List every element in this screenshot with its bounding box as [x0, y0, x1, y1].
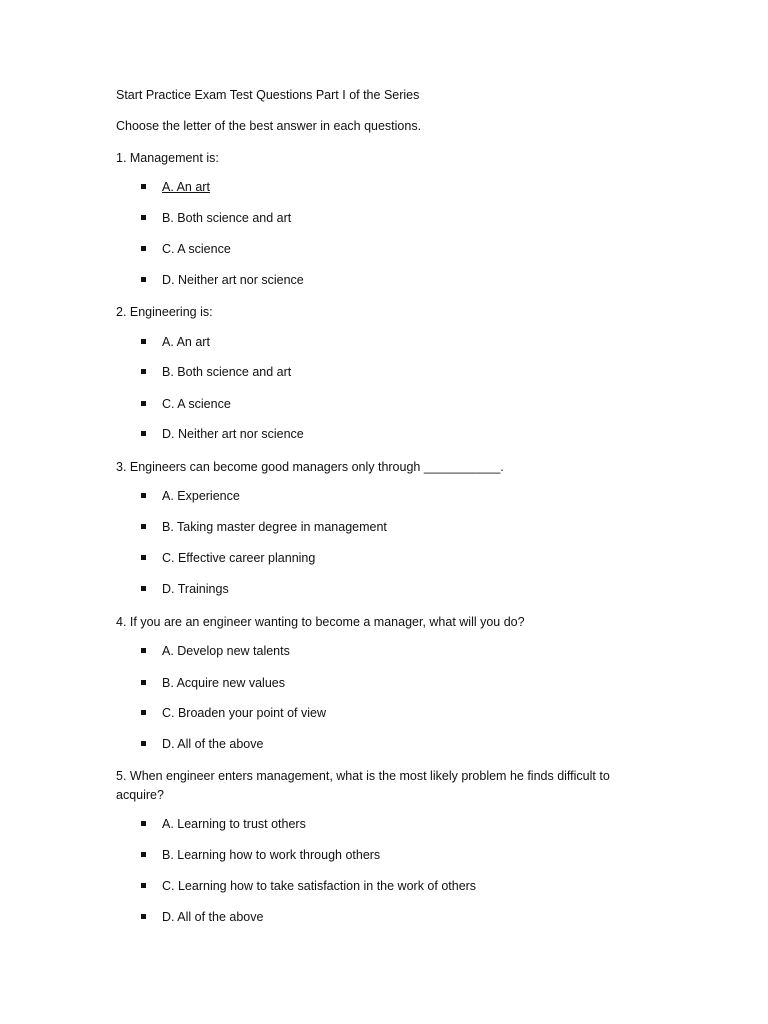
question-3: 3. Engineers can become good managers only through ___________.: [116, 460, 504, 474]
option-2d: [141, 427, 304, 441]
option-2b: [141, 365, 291, 379]
bullet-icon: [141, 710, 146, 715]
question-2: 2. Engineering is:: [116, 305, 213, 319]
option-label: D. Trainings: [162, 582, 229, 596]
option-4b: [141, 676, 285, 690]
option-5c: [141, 879, 476, 893]
bullet-icon: [141, 277, 146, 282]
option-4d: [141, 737, 263, 751]
option-3b: [141, 520, 387, 534]
option-label: A. An art: [162, 180, 210, 194]
option-label: A. Experience: [162, 489, 240, 503]
option-label: B. Both science and art: [162, 365, 292, 379]
option-label: A. Develop new talents: [162, 644, 290, 658]
option-3c: [141, 551, 315, 565]
document-title: Start Practice Exam Test Questions Part I of the Series: [116, 88, 420, 102]
bullet-icon: [141, 524, 146, 529]
bullet-icon: [141, 215, 146, 220]
option-5d: [141, 910, 263, 924]
option-1b: [141, 211, 291, 225]
option-label: B. Acquire new values: [162, 676, 285, 690]
option-label: A. An art: [162, 335, 210, 349]
bullet-icon: [141, 493, 146, 498]
option-label: D. Neither art nor science: [162, 273, 304, 287]
bullet-icon: [141, 586, 146, 591]
option-label: D. All of the above: [162, 910, 264, 924]
bullet-icon: [141, 821, 146, 826]
option-label: B. Learning how to work through others: [162, 848, 381, 862]
instructions: Choose the letter of the best answer in each questions.: [116, 119, 422, 133]
option-3a: [141, 489, 240, 503]
option-4c: [141, 706, 326, 720]
option-label: B. Both science and art: [162, 211, 292, 225]
option-label: C. Effective career planning: [162, 551, 316, 565]
option-1d: [141, 273, 304, 287]
bullet-icon: [141, 914, 146, 919]
option-5b: [141, 848, 380, 862]
option-5a: [141, 817, 306, 831]
option-2a: [141, 335, 210, 349]
option-label: A. Learning to trust others: [162, 817, 306, 831]
bullet-icon: [141, 184, 146, 189]
bullet-icon: [141, 339, 146, 344]
bullet-icon: [141, 680, 146, 685]
option-label: C. Learning how to take satisfaction in the work of others: [162, 879, 477, 893]
bullet-icon: [141, 401, 146, 406]
question-1: 1. Management is:: [116, 151, 219, 165]
option-label: C. A science: [162, 397, 231, 411]
option-label: B. Taking master degree in management: [162, 520, 387, 534]
option-3d: [141, 582, 229, 596]
option-label: C. A science: [162, 242, 231, 256]
bullet-icon: [141, 369, 146, 374]
bullet-icon: [141, 431, 146, 436]
question-4: 4. If you are an engineer wanting to become a manager, what will you do?: [116, 615, 525, 629]
bullet-icon: [141, 246, 146, 251]
bullet-icon: [141, 648, 146, 653]
question-5: 5. When engineer enters management, what is the most likely problem he finds difficult to acquire?: [116, 769, 610, 802]
option-label: C. Broaden your point of view: [162, 706, 326, 720]
bullet-icon: [141, 555, 146, 560]
option-1c: [141, 242, 231, 256]
bullet-icon: [141, 741, 146, 746]
option-2c: [141, 397, 231, 411]
option-1a: [141, 180, 210, 194]
option-label: D. Neither art nor science: [162, 427, 304, 441]
bullet-icon: [141, 852, 146, 857]
option-label: D. All of the above: [162, 737, 264, 751]
option-4a: [141, 644, 290, 658]
bullet-icon: [141, 883, 146, 888]
